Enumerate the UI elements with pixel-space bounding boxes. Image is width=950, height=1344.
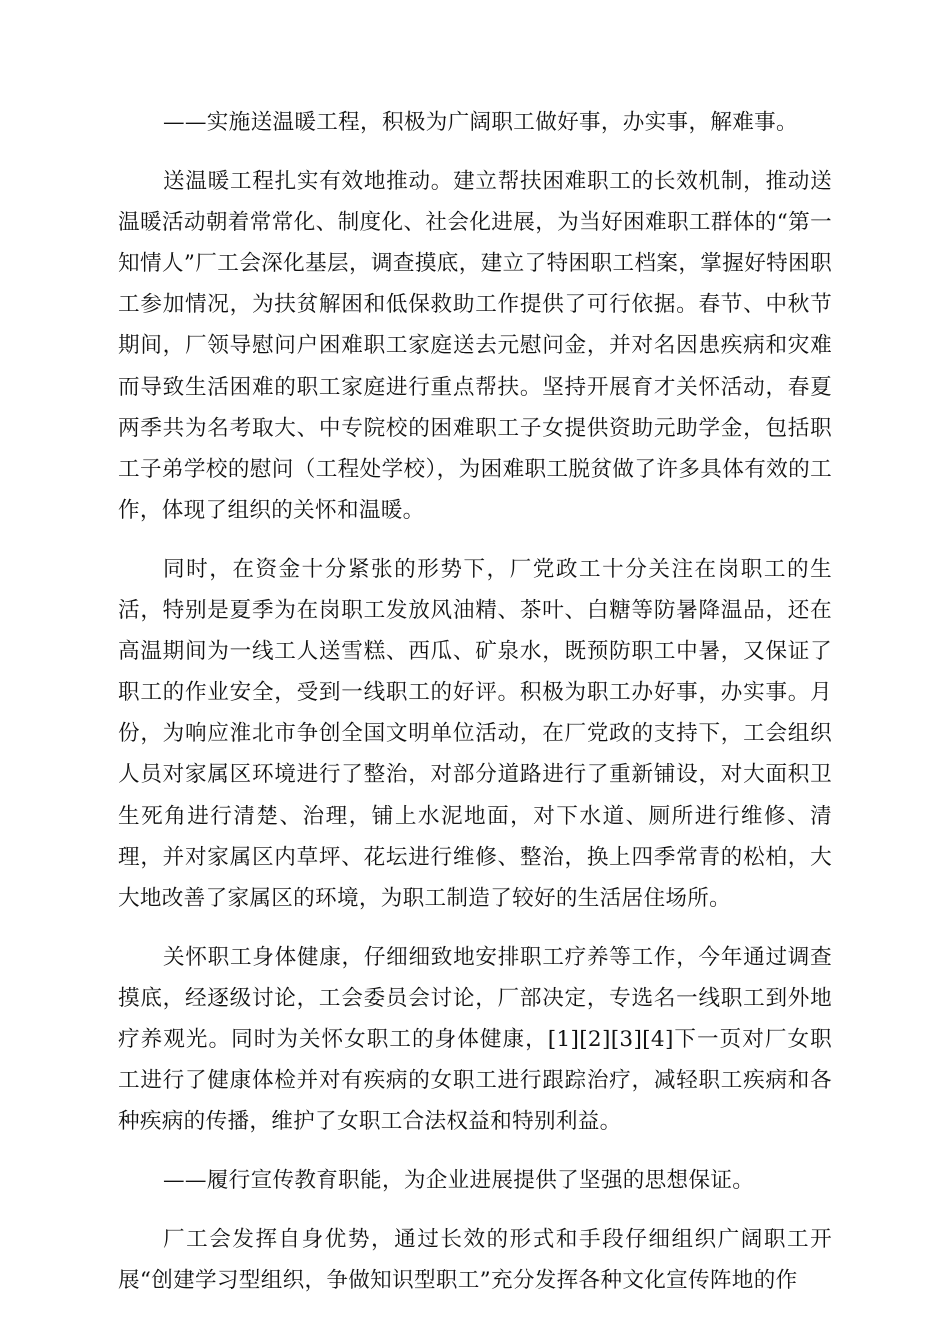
document-page <box>118 102 832 1320</box>
paragraph-warmth-project: 送温暖工程扎实有效地推动。建立帮扶困难职工的长效机制，推动送温暖活动朝着常常化、制度化、社会化进展，为当好困难职工群体的“第一知情人”厂工会深化基层，调查摸底，建立了特困职工档案，掌握好特困职工参加情况，为扶贫解困和低保救助工作提供了可行依据。春节、中秋节期间，厂领导慰问户困难职工家庭送去元慰问金，并对名因患疾病和灾难而导致生活困难的职工家庭进行重点帮扶。坚持开展育才关怀活动，春夏两季共为名考取大、中专院校的困难职工子女提供资助元助学金，包括职工子弟学校的慰问（工程处学校），为困难职工脱贫做了许多具体有效的工作，体现了组织的关怀和温暖。 <box>118 169 832 523</box>
paragraph-education-heading: ——履行宣传教育职能，为企业进展提供了坚强的思想保证。 <box>163 1168 755 1194</box>
paragraph-warmth-heading: ——实施送温暖工程，积极为广阔职工做好事，办实事，解难事。 <box>163 110 798 135</box>
paragraph-learning-org: 厂工会发挥自身优势，通过长效的形式和手段仔细组织广阔职工开展“创建学习型组织，争做知识型职工”充分发挥各种文化宣传阵地的作 <box>118 1227 832 1294</box>
paragraph-onduty-workers: 同时，在资金十分紧张的形势下，厂党政工十分关注在岗职工的生活，特别是夏季为在岗职工发放风油精、茶叶、白糖等防暑降温品，还在高温期间为一线工人送雪糕、西瓜、矿泉水，既预防职工中暑，又保证了职工的作业安全，受到一线职工的好评。积极为职工办好事，办实事。月份，为响应淮北市争创全国文明单位活动，在厂党政的支持下，工会组织人员对家属区环境进行了整治，对部分道路进行了重新铺设，对大面积卫生死角进行清楚、治理，铺上水泥地面，对下水道、厕所进行维修、清理，并对家属区内草坪、花坛进行维修、整治，换上四季常青的松柏，大大地改善了家属区的环境，为职工制造了较好的生活居住场所。 <box>118 556 832 911</box>
paragraph-health-care: 关怀职工身体健康，仔细细致地安排职工疗养等工作，今年通过调查摸底，经逐级讨论，工会委员会讨论，厂部决定，专选名一线职工到外地疗养观光。同时为关怀女职工的身体健康，[1][2][3][4]下一页对厂女职工进行了健康体检并对有疾病的女职工进行跟踪治疗，减轻职工疾病和各种疾病的传播，维护了女职工合法权益和特别利益。 <box>118 944 832 1135</box>
